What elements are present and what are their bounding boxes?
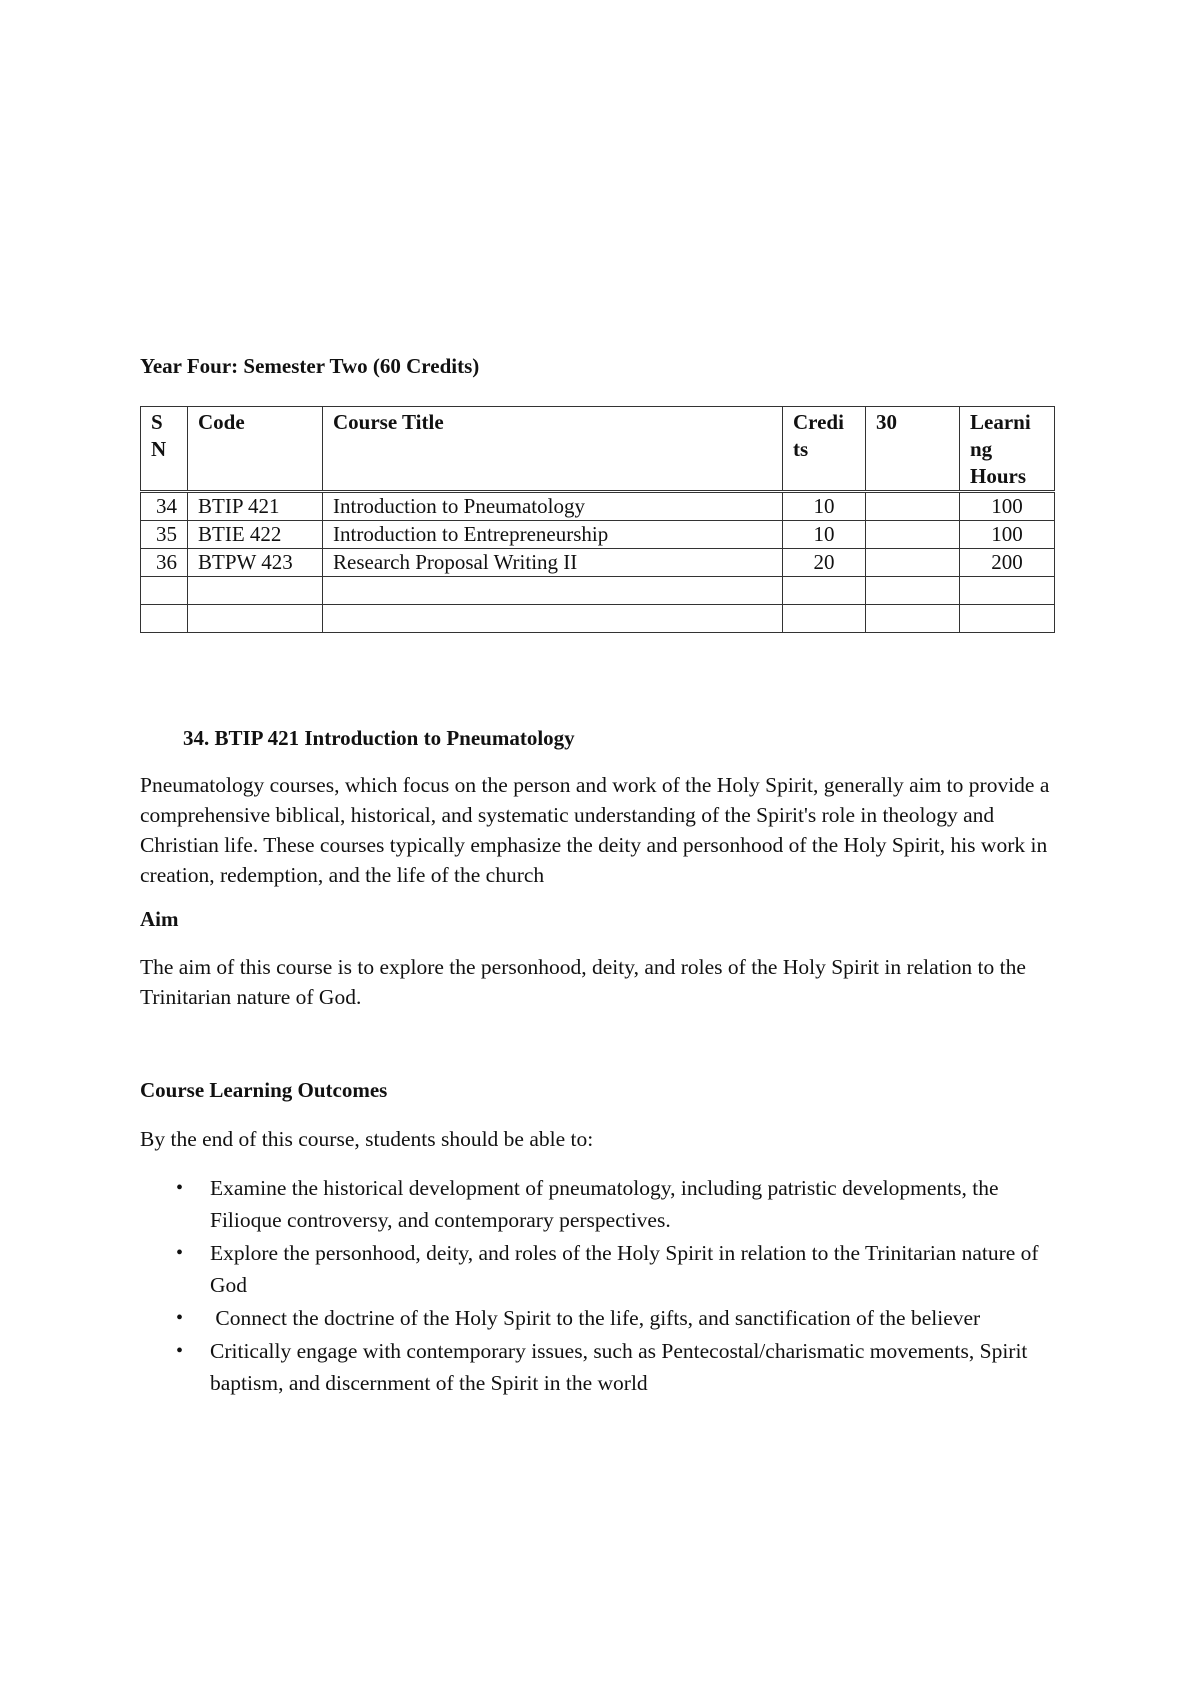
cell-30 bbox=[866, 577, 960, 605]
cell-sn bbox=[141, 577, 188, 605]
cell-code: BTIP 421 bbox=[188, 492, 323, 521]
semester-heading: Year Four: Semester Two (60 Credits) bbox=[140, 354, 480, 378]
cell-title: Introduction to Pneumatology bbox=[323, 492, 783, 521]
cell-30 bbox=[866, 492, 960, 521]
cell-hours bbox=[960, 605, 1055, 633]
header-30: 30 bbox=[866, 407, 960, 492]
learning-outcomes-heading: Course Learning Outcomes bbox=[140, 1078, 388, 1102]
cell-30 bbox=[866, 605, 960, 633]
header-credits-text: Credi ts bbox=[793, 410, 844, 461]
list-item-text: Explore the personhood, deity, and roles of the Holy Spirit in relation to the Trinitarian nature of God bbox=[210, 1241, 1039, 1297]
course-section-title: 34. BTIP 421 Introduction to Pneumatology bbox=[183, 726, 575, 750]
bullet-icon: • bbox=[176, 1307, 184, 1329]
list-item bbox=[140, 1237, 1070, 1301]
cell-credits: 10 bbox=[783, 521, 866, 549]
cell-30 bbox=[866, 521, 960, 549]
cell-sn: 35 bbox=[141, 521, 188, 549]
bullet-icon: • bbox=[176, 1177, 184, 1199]
cell-code: BTPW 423 bbox=[188, 549, 323, 577]
list-item bbox=[140, 1302, 1070, 1334]
course-table bbox=[140, 406, 1055, 633]
list-item bbox=[140, 1335, 1070, 1399]
cell-title bbox=[323, 577, 783, 605]
header-row bbox=[141, 407, 1055, 492]
learning-outcomes-intro: By the end of this course, students should be able to: bbox=[140, 1127, 594, 1151]
table-row bbox=[141, 521, 1055, 549]
table-row bbox=[141, 492, 1055, 521]
header-sn bbox=[141, 407, 188, 492]
bullet-icon: • bbox=[176, 1340, 184, 1362]
table-row bbox=[141, 549, 1055, 577]
cell-hours: 200 bbox=[960, 549, 1055, 577]
cell-code: BTIE 422 bbox=[188, 521, 323, 549]
course-table-body bbox=[141, 492, 1055, 633]
cell-sn: 36 bbox=[141, 549, 188, 577]
cell-hours: 100 bbox=[960, 492, 1055, 521]
learning-outcomes-list bbox=[140, 1172, 1070, 1400]
cell-30 bbox=[866, 549, 960, 577]
header-learning-hours bbox=[960, 407, 1055, 492]
cell-credits: 20 bbox=[783, 549, 866, 577]
cell-hours bbox=[960, 577, 1055, 605]
list-item-text: Critically engage with contemporary issues, such as Pentecostal/charismatic movements, Spirit baptism, and discernment of the Spirit in the world bbox=[210, 1339, 1028, 1395]
course-intro-paragraph: Pneumatology courses, which focus on the person and work of the Holy Spirit, generally aim to provide a comprehensive biblical, historical, and systematic understanding of the Spirit's role in theology and Christian life. These courses typically emphasize the deity and personhood of the Holy Spirit, his work in creation, redemption, and the life of the church bbox=[140, 773, 1050, 887]
table-row bbox=[141, 605, 1055, 633]
course-table-header bbox=[141, 407, 1055, 492]
cell-title bbox=[323, 605, 783, 633]
list-item-text: Connect the doctrine of the Holy Spirit to the life, gifts, and sanctification of the believer bbox=[210, 1306, 981, 1330]
list-item-text: Examine the historical development of pneumatology, including patristic developments, the Filioque controversy, and contemporary perspectives. bbox=[210, 1176, 999, 1232]
cell-credits bbox=[783, 577, 866, 605]
bullet-icon: • bbox=[176, 1242, 184, 1264]
cell-credits bbox=[783, 605, 866, 633]
cell-title: Introduction to Entrepreneurship bbox=[323, 521, 783, 549]
aim-paragraph: The aim of this course is to explore the personhood, deity, and roles of the Holy Spirit in relation to the Trinitarian nature of God. bbox=[140, 955, 1026, 1009]
cell-credits: 10 bbox=[783, 492, 866, 521]
cell-sn bbox=[141, 605, 188, 633]
cell-sn: 34 bbox=[141, 492, 188, 521]
header-code: Code bbox=[188, 407, 323, 492]
cell-title: Research Proposal Writing II bbox=[323, 549, 783, 577]
header-course-title: Course Title bbox=[323, 407, 783, 492]
cell-hours: 100 bbox=[960, 521, 1055, 549]
cell-code bbox=[188, 605, 323, 633]
table-row bbox=[141, 577, 1055, 605]
list-item bbox=[140, 1172, 1070, 1236]
aim-heading: Aim bbox=[140, 907, 179, 931]
header-sn-text: S N bbox=[151, 410, 167, 461]
header-hours-text: Learni ng Hours bbox=[970, 410, 1031, 488]
header-credits bbox=[783, 407, 866, 492]
cell-code bbox=[188, 577, 323, 605]
